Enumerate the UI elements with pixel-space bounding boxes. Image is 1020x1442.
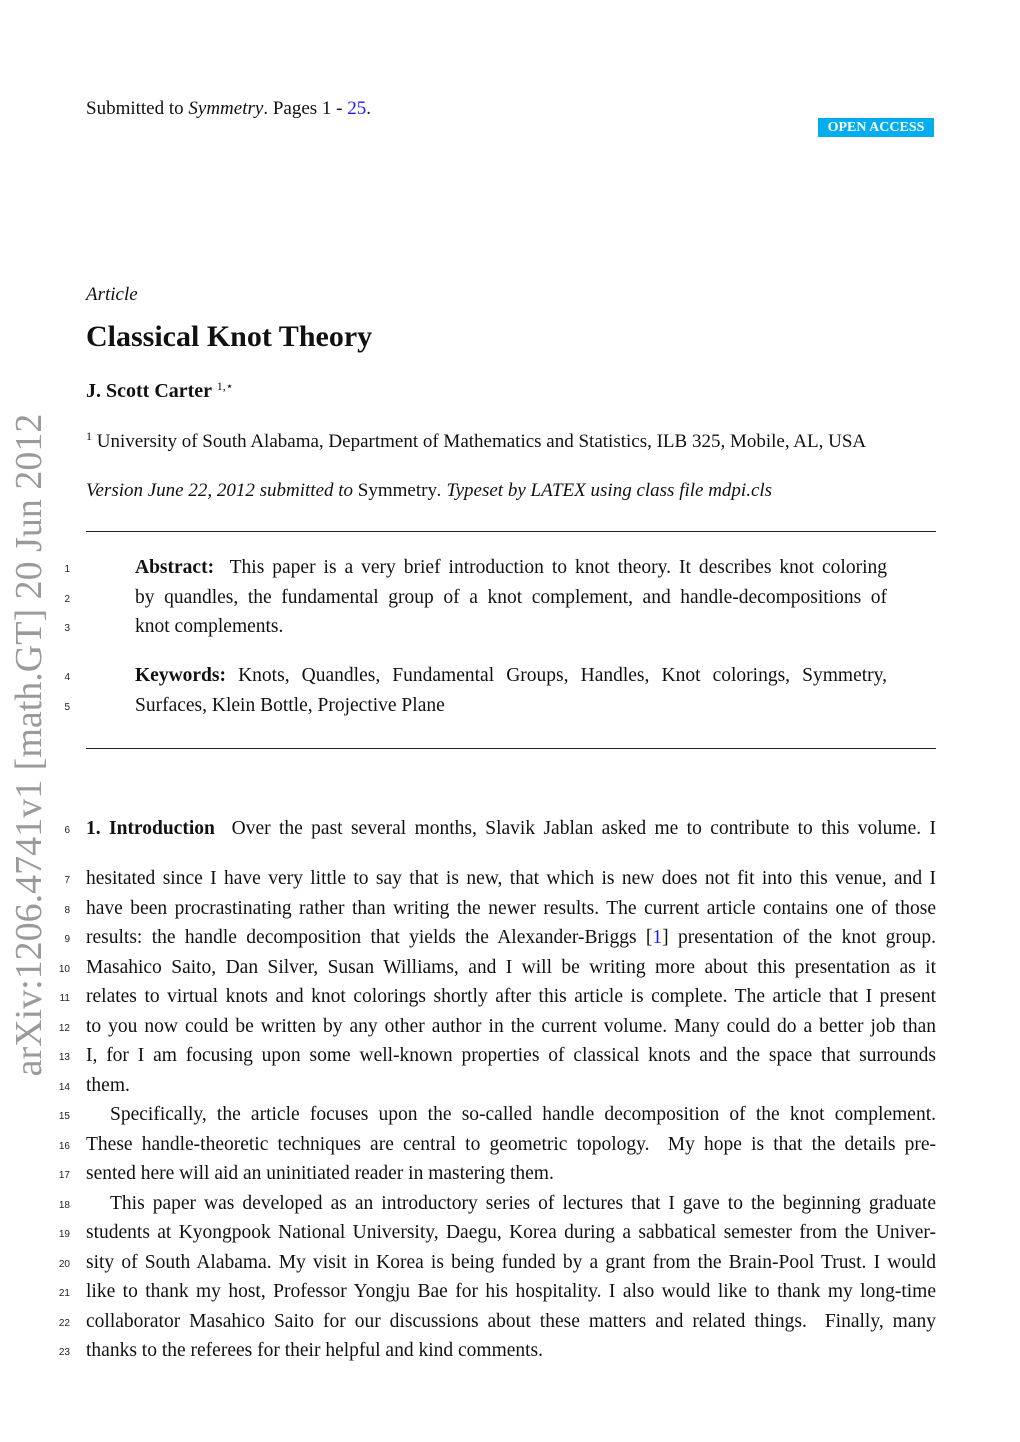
line-number: 7 — [64, 875, 70, 886]
bottom-rule — [86, 748, 936, 749]
line-text: have been procrastinating rather than writing the newer results. The current article contains one of those — [86, 898, 936, 919]
body-line — [86, 926, 936, 950]
abstract-line — [135, 615, 887, 639]
paper-title: Classical Knot Theory — [86, 320, 373, 353]
line-label: Keywords: — [135, 665, 226, 686]
submitted-prefix: Submitted to — [86, 98, 189, 119]
line-number: 2 — [64, 594, 70, 605]
line-text: Knots, Quandles, Fundamental Groups, Handles, Knot colorings, Symmetry, — [226, 665, 887, 686]
line-number: 19 — [58, 1229, 70, 1240]
line-text: Specifically, the article focuses upon the so-called handle decomposition of the knot complement. — [110, 1104, 936, 1125]
line-text: These handle-theoretic techniques are central to geometric topology. My hope is that the details pre- — [86, 1134, 936, 1155]
author-name: J. Scott Carter — [86, 380, 212, 402]
line-text: sented here will aid an uninitiated reader in mastering them. — [86, 1163, 554, 1184]
version-suffix: using class file mdpi.cls — [585, 480, 773, 501]
line-number: 4 — [64, 672, 70, 683]
line-number: 17 — [58, 1170, 70, 1181]
line-text: I, for I am focusing upon some well-known properties of classical knots and the space that surrounds — [86, 1045, 936, 1066]
line-text: like to thank my host, Professor Yongju Bae for his hospitality. I also would like to thank my long-time — [86, 1281, 936, 1302]
line-label: Abstract: — [135, 557, 215, 578]
body-line — [86, 1162, 936, 1186]
author — [86, 379, 233, 403]
article-type: Article — [86, 284, 138, 305]
body-line — [86, 1310, 936, 1334]
line-number: 12 — [58, 1023, 70, 1034]
line-number: 13 — [58, 1052, 70, 1063]
line-number: 15 — [58, 1111, 70, 1122]
body-line — [86, 897, 936, 921]
line-number: 14 — [58, 1082, 70, 1093]
line-text: to you now could be written by any other author in the current volume. Many could do a better job than — [86, 1016, 936, 1037]
author-marks: 1,⋆ — [216, 379, 234, 393]
line-text: Over the past several months, Slavik Jablan asked me to contribute to this volume. I — [214, 818, 936, 839]
line-number: 23 — [58, 1347, 70, 1358]
arxiv-stamp: arXiv:1206.4741v1 [math.GT] 20 Jun 2012 — [8, 413, 50, 1077]
line-text: students at Kyongpook National University, Daegu, Korea during a sabbatical semester from the Univer- — [86, 1222, 936, 1243]
line-text: by quandles, the fundamental group of a knot complement, and handle-decompositions of — [135, 587, 887, 608]
pages-prefix: . Pages 1 - — [263, 98, 348, 119]
line-text: relates to virtual knots and knot colorings shortly after this article is complete. The article that I present — [86, 986, 936, 1007]
line-number: 5 — [64, 702, 70, 713]
body-line — [86, 1251, 936, 1275]
body-line — [86, 1015, 936, 1039]
line-text: thanks to the referees for their helpful and kind comments. — [86, 1340, 544, 1361]
affiliation-mark: 1 — [86, 429, 92, 443]
version-journal: Symmetry — [357, 480, 437, 501]
version-mid: . Typeset by — [436, 480, 531, 501]
line-text: them. — [86, 1075, 130, 1096]
line-text: This paper was developed as an introductory series of lectures that I gave to the beginning graduate — [110, 1193, 936, 1214]
line-text: ] presentation of the knot group. — [662, 927, 936, 948]
line-label: 1. Introduction — [86, 818, 215, 839]
line-text: Surfaces, Klein Bottle, Projective Plane — [135, 695, 445, 716]
line-number: 11 — [59, 993, 70, 1004]
affiliation — [86, 429, 866, 453]
line-text: hesitated since I have very little to say that is new, that which is new does not fit into this venue, and I — [86, 868, 936, 889]
line-number: 21 — [58, 1288, 70, 1299]
line-number: 1 — [64, 564, 70, 575]
pages-suffix: . — [366, 98, 371, 119]
journal-name: Symmetry — [188, 98, 264, 119]
affiliation-text: University of South Alabama, Department of Mathematics and Statistics, ILB 325, Mobile, AL, USA — [96, 431, 867, 452]
body-line — [110, 1192, 936, 1216]
body-line — [86, 1044, 936, 1068]
line-number: 3 — [64, 623, 70, 634]
line-number: 18 — [58, 1200, 70, 1211]
line-text: results: the handle decomposition that yields the Alexander-Briggs [ — [86, 927, 653, 948]
line-text: knot complements. — [135, 616, 284, 637]
version-line — [86, 480, 772, 502]
running-header — [86, 98, 371, 120]
line-number: 6 — [64, 825, 70, 836]
last-page-link[interactable]: 25 — [347, 98, 367, 119]
body-line — [86, 1339, 936, 1363]
body-line — [86, 817, 936, 841]
line-number: 22 — [58, 1318, 70, 1329]
body-line — [86, 1133, 936, 1157]
open-access-badge: OPEN ACCESS — [818, 118, 934, 137]
line-number: 16 — [58, 1141, 70, 1152]
body-line — [110, 1103, 936, 1127]
version-prefix: Version June 22, 2012 submitted to — [86, 480, 358, 501]
line-number: 20 — [58, 1259, 70, 1270]
abstract-line — [135, 556, 887, 580]
line-text: sity of South Alabama. My visit in Korea is being funded by a grant from the Brain-Pool Trust. I would — [86, 1252, 936, 1273]
line-number: 9 — [64, 934, 70, 945]
body-line — [86, 1280, 936, 1304]
citation-link[interactable]: 1 — [652, 927, 663, 948]
line-number: 10 — [58, 964, 70, 975]
line-text: This paper is a very brief introduction to knot theory. It describes knot coloring — [214, 557, 887, 578]
body-line — [86, 1221, 936, 1245]
body-line — [86, 985, 936, 1009]
keywords-line — [135, 664, 887, 688]
line-text: Masahico Saito, Dan Silver, Susan Williams, and I will be writing more about this presentation as it — [86, 957, 936, 978]
abstract-line — [135, 586, 887, 610]
top-rule — [86, 531, 936, 532]
body-line — [86, 867, 936, 891]
latex-logo: LATEX — [530, 480, 586, 501]
body-line — [86, 956, 936, 980]
keywords-line — [135, 694, 887, 718]
line-text: collaborator Masahico Saito for our discussions about these matters and related things. Finally, many — [86, 1311, 936, 1332]
body-line — [86, 1074, 936, 1098]
line-number: 8 — [64, 905, 70, 916]
